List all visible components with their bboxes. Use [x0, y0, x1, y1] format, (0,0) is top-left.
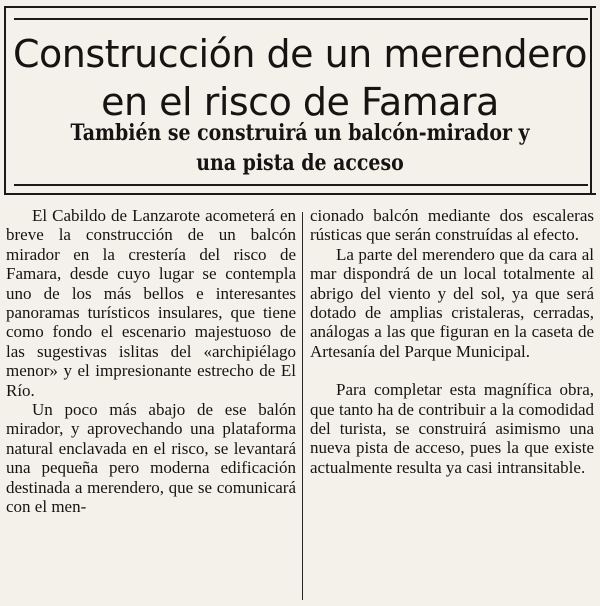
bottom-inner-rule [14, 184, 588, 186]
article-title: Construcción de un merendero en el risco de Famara [12, 32, 588, 124]
paragraph: La parte del merendero que da cara al mar dispondrá de un local totalmente al abrigo del viento y del sol, ya que será dotado de amplias cristaleras, cerradas, análogas a las que figuran en la caseta de Artesanía del Parque Municipal. [310, 244, 594, 361]
paragraph: Un poco más abajo de ese balón mirador, y aprovechando una plataforma natural enclavada en el risco, se levantará una pequeña pero moderna edificación destinada a merendero, que se comunicará con el men- [6, 400, 296, 517]
column-divider [302, 212, 303, 600]
top-rule [4, 6, 596, 8]
paragraph: El Cabildo de Lanzarote acometerá en breve la construcción de un balcón mirador en la crestería del risco de Famara, desde cuyo lugar se contempla uno de los más bellos e interesantes panoramas turísticos insulares, que tiene como fondo el escenario majestuoso de las sugestivas islitas del «archipiélago menor» y el impresionante estrecho de El Río. [6, 206, 296, 400]
paragraph: cionado balcón mediante dos escaleras rústicas que serán construídas al efecto. [310, 206, 594, 245]
article-subtitle: También se construirá un balcón-mirador y una pista de acceso [70, 120, 530, 176]
top-inner-rule [14, 18, 588, 20]
bottom-rule [4, 193, 596, 195]
article-column-left [6, 206, 296, 517]
article-column-right [310, 206, 594, 477]
paragraph: Para completar esta magnífica obra, que tanto ha de contribuir a la comodidad del turista, se construirá asimismo una nueva pista de acceso, pues la que existe actualmente resulta ya casi intransitable. [310, 380, 594, 477]
